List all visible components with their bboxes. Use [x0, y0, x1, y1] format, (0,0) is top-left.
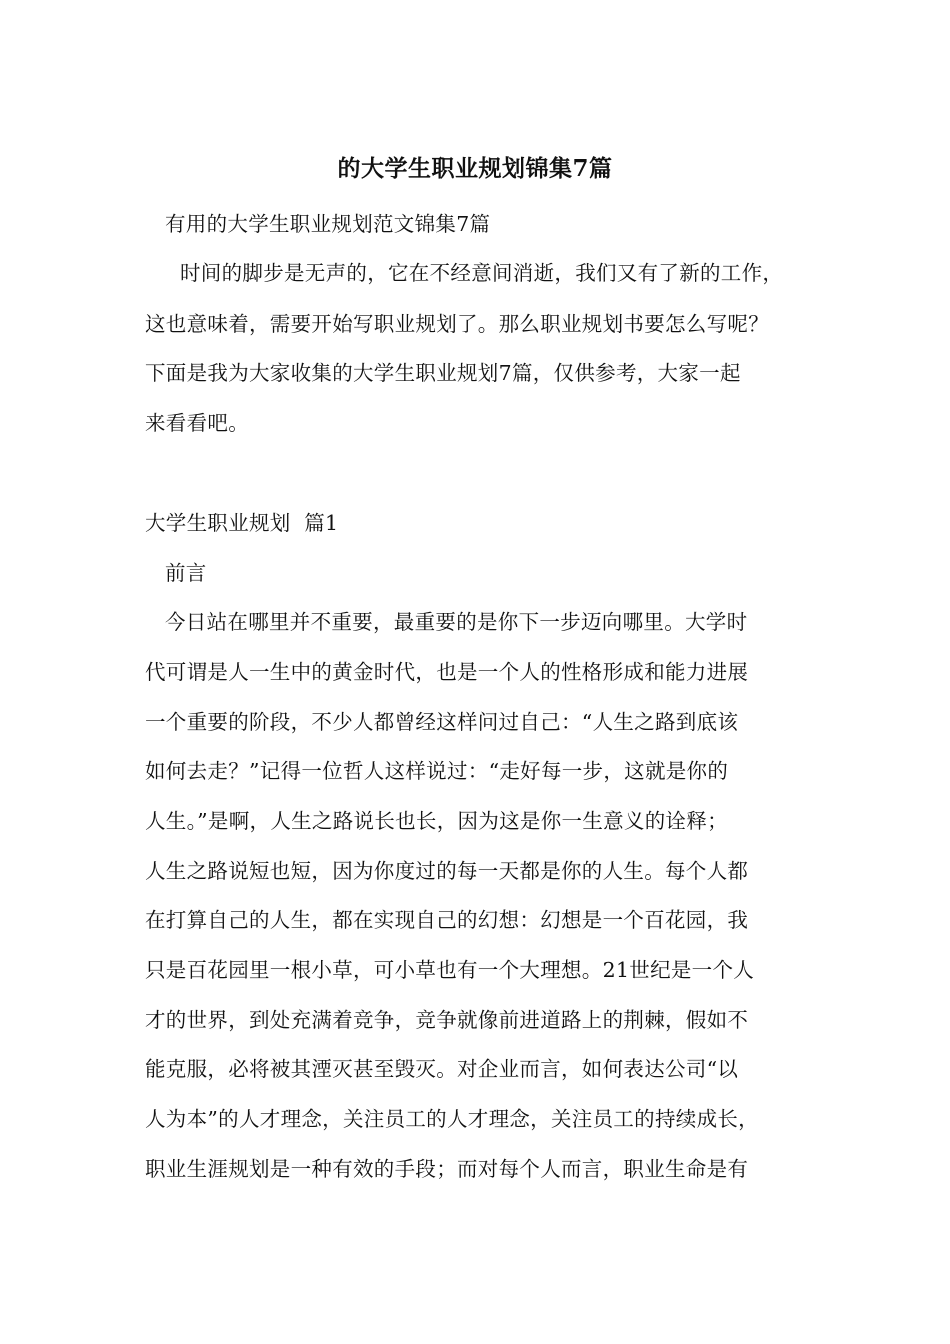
section-heading: 大学生职业规划 篇1 — [145, 511, 339, 535]
body-line: 能克服，必将被其湮灭甚至毁灭。对企业而言，如何表达公司“以 — [145, 1057, 739, 1081]
body-line: 今日站在哪里并不重要，最重要的是你下一步迈向哪里。大学时 — [165, 610, 748, 634]
body-line: 一个重要的阶段，不少人都曾经这样问过自己：“人生之路到底该 — [145, 710, 739, 734]
body-line: 只是百花园里一根小草，可小草也有一个大理想。21世纪是一个人 — [145, 958, 755, 982]
body-line: 在打算自己的人生，都在实现自己的幻想：幻想是一个百花园，我 — [145, 908, 749, 932]
section-subheading: 前言 — [165, 561, 207, 585]
body-line: 代可谓是人一生中的黄金时代，也是一个人的性格形成和能力进展 — [145, 660, 749, 684]
document-subtitle: 有用的大学生职业规划范文锦集7篇 — [165, 212, 491, 236]
intro-line: 来看看吧。 — [145, 411, 249, 435]
document-title: 的大学生职业规划锦集7篇 — [337, 155, 613, 182]
intro-line: 这也意味着，需要开始写职业规划了。那么职业规划书要怎么写呢？ — [145, 312, 769, 336]
body-line: 职业生涯规划是一种有效的手段；而对每个人而言，职业生命是有 — [145, 1157, 749, 1181]
body-line: 才的世界，到处充满着竞争，竞争就像前进道路上的荆棘，假如不 — [145, 1008, 749, 1032]
intro-line: 时间的脚步是无声的，它在不经意间消逝，我们又有了新的工作， — [180, 261, 784, 285]
body-line: 人生之路说短也短，因为你度过的每一天都是你的人生。每个人都 — [145, 859, 749, 883]
intro-line: 下面是我为大家收集的大学生职业规划7篇，仅供参考，大家一起 — [145, 361, 741, 385]
body-line: 人生。”是啊，人生之路说长也长，因为这是你一生意义的诠释； — [145, 809, 728, 833]
body-line: 人为本”的人才理念，关注员工的人才理念，关注员工的持续成长， — [145, 1107, 759, 1131]
body-line: 如何去走？”记得一位哲人这样说过：“走好每一步，这就是你的 — [145, 759, 729, 783]
